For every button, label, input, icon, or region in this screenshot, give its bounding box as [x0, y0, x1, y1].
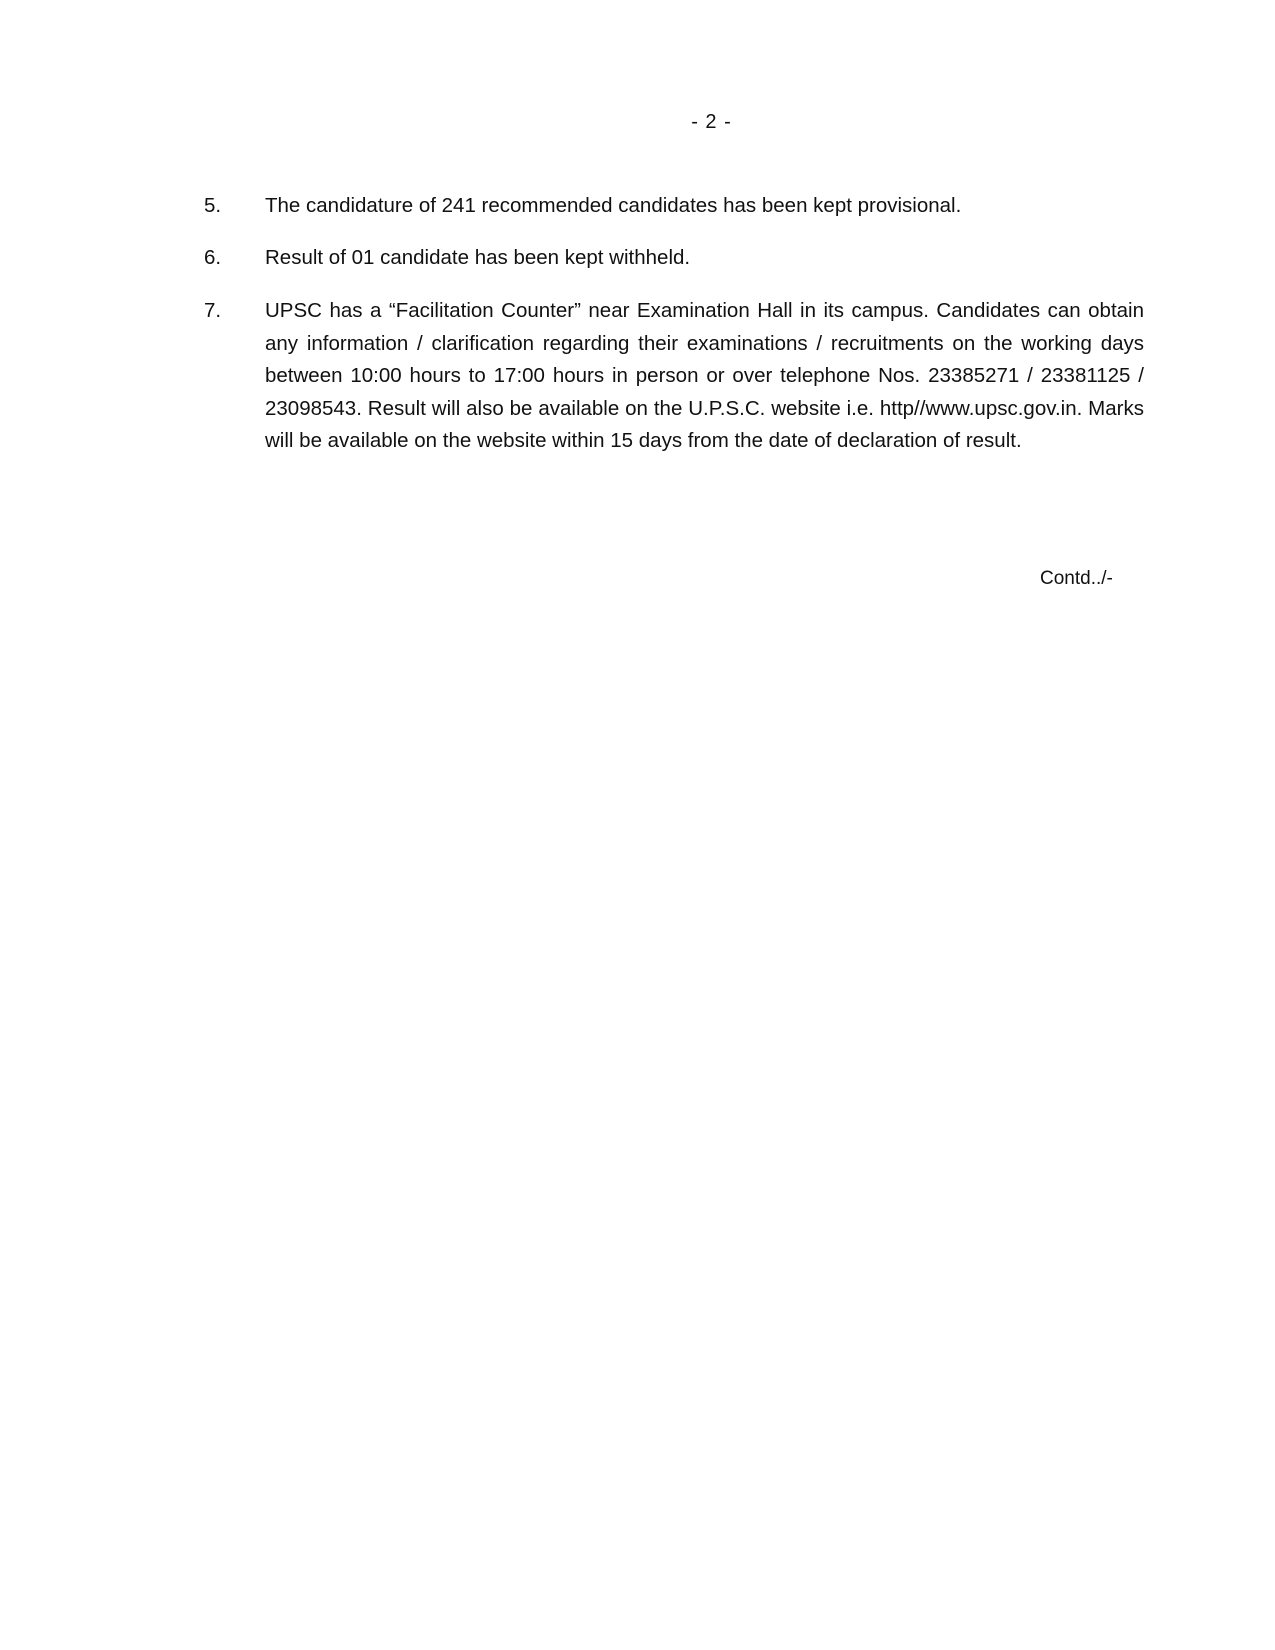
list-item-7	[204, 295, 1144, 458]
item-number: 7.	[204, 299, 222, 322]
page-number: - 2 -	[691, 111, 732, 133]
continued-marker: Contd../-	[1040, 568, 1113, 589]
item-number: 5.	[204, 194, 222, 217]
item-text: UPSC has a “Facilitation Counter” near Examination Hall in its campus. Candidates can obtain any information / clarification regarding their examinations / recruitments on the working days between 10:00 hours to 17:00 hours in person or over telephone Nos. 23385271 / 23381125 / 23098543. Result will also be available on the U.P.S.C. website i.e. http//www.upsc.gov.in. Marks will be available on the website within 15 days from the date of declaration of result.	[265, 299, 1144, 453]
list-item-6	[204, 242, 1144, 275]
item-text: The candidature of 241 recommended candidates has been kept provisional.	[265, 194, 962, 217]
list-item-5	[204, 190, 1144, 223]
item-text: Result of 01 candidate has been kept withheld.	[265, 246, 691, 269]
item-number: 6.	[204, 246, 222, 269]
